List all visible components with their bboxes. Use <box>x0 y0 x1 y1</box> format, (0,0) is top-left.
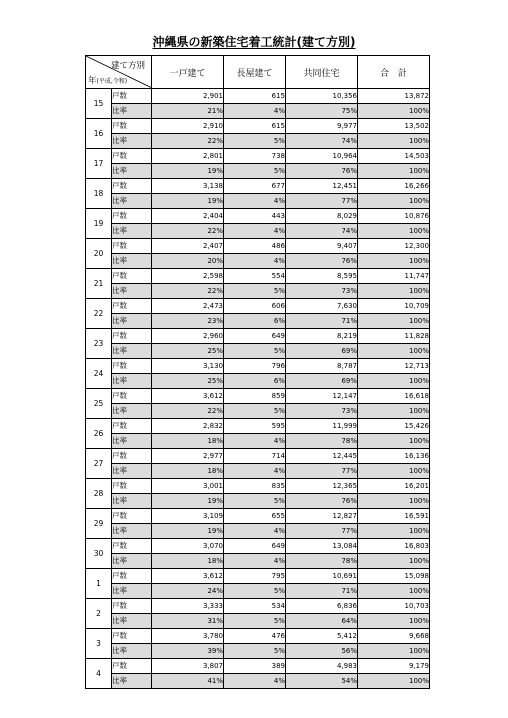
column-header-detached: 一戸建て <box>152 56 224 89</box>
row-kind-count: 戸数 <box>112 389 152 404</box>
table-row-count <box>86 419 430 434</box>
count-cell: 2,404 <box>152 209 224 224</box>
ratio-cell: 69% <box>286 344 358 359</box>
count-cell: 16,136 <box>358 449 430 464</box>
ratio-cell: 22% <box>152 284 224 299</box>
row-kind-ratio: 比率 <box>112 164 152 179</box>
count-cell: 6,836 <box>286 599 358 614</box>
ratio-cell: 71% <box>286 314 358 329</box>
ratio-cell: 4% <box>224 254 286 269</box>
ratio-cell: 100% <box>358 494 430 509</box>
year-cell: 24 <box>86 359 112 389</box>
ratio-cell: 6% <box>224 374 286 389</box>
count-cell: 655 <box>224 509 286 524</box>
table-row-ratio <box>86 314 430 329</box>
count-cell: 2,977 <box>152 449 224 464</box>
count-cell: 10,964 <box>286 149 358 164</box>
year-cell: 19 <box>86 209 112 239</box>
ratio-cell: 4% <box>224 554 286 569</box>
year-cell: 20 <box>86 239 112 269</box>
count-cell: 649 <box>224 329 286 344</box>
count-cell: 12,147 <box>286 389 358 404</box>
ratio-cell: 6% <box>224 314 286 329</box>
table-row-ratio <box>86 494 430 509</box>
row-kind-count: 戸数 <box>112 629 152 644</box>
ratio-cell: 21% <box>152 104 224 119</box>
table-row-count <box>86 329 430 344</box>
table-row-count <box>86 659 430 674</box>
count-cell: 795 <box>224 569 286 584</box>
ratio-cell: 75% <box>286 104 358 119</box>
row-kind-ratio: 比率 <box>112 344 152 359</box>
ratio-cell: 56% <box>286 644 358 659</box>
ratio-cell: 100% <box>358 374 430 389</box>
ratio-cell: 100% <box>358 464 430 479</box>
count-cell: 16,591 <box>358 509 430 524</box>
count-cell: 8,787 <box>286 359 358 374</box>
table-row-count <box>86 269 430 284</box>
ratio-cell: 5% <box>224 494 286 509</box>
ratio-cell: 78% <box>286 554 358 569</box>
housing-starts-table <box>85 55 430 689</box>
table-row-ratio <box>86 344 430 359</box>
year-cell: 18 <box>86 179 112 209</box>
count-cell: 14,503 <box>358 149 430 164</box>
count-cell: 12,451 <box>286 179 358 194</box>
count-cell: 389 <box>224 659 286 674</box>
count-cell: 12,445 <box>286 449 358 464</box>
count-cell: 615 <box>224 89 286 104</box>
count-cell: 13,084 <box>286 539 358 554</box>
count-cell: 12,300 <box>358 239 430 254</box>
table-row-count <box>86 479 430 494</box>
ratio-cell: 76% <box>286 164 358 179</box>
ratio-cell: 19% <box>152 164 224 179</box>
count-cell: 3,130 <box>152 359 224 374</box>
year-cell: 4 <box>86 659 112 689</box>
row-kind-ratio: 比率 <box>112 314 152 329</box>
count-cell: 796 <box>224 359 286 374</box>
ratio-cell: 100% <box>358 284 430 299</box>
count-cell: 8,029 <box>286 209 358 224</box>
ratio-cell: 100% <box>358 584 430 599</box>
ratio-cell: 18% <box>152 464 224 479</box>
table-body <box>86 89 430 689</box>
year-cell: 21 <box>86 269 112 299</box>
row-kind-count: 戸数 <box>112 89 152 104</box>
ratio-cell: 69% <box>286 374 358 389</box>
corner-label-year: 年(平成,令和) <box>88 76 128 86</box>
ratio-cell: 71% <box>286 584 358 599</box>
table-row-count <box>86 539 430 554</box>
count-cell: 15,098 <box>358 569 430 584</box>
ratio-cell: 31% <box>152 614 224 629</box>
ratio-cell: 19% <box>152 194 224 209</box>
count-cell: 2,910 <box>152 119 224 134</box>
column-header-total: 合 計 <box>358 56 430 89</box>
ratio-cell: 41% <box>152 674 224 689</box>
row-kind-count: 戸数 <box>112 119 152 134</box>
count-cell: 2,598 <box>152 269 224 284</box>
ratio-cell: 5% <box>224 134 286 149</box>
count-cell: 12,827 <box>286 509 358 524</box>
row-kind-ratio: 比率 <box>112 554 152 569</box>
ratio-cell: 4% <box>224 434 286 449</box>
count-cell: 9,407 <box>286 239 358 254</box>
ratio-cell: 74% <box>286 224 358 239</box>
count-cell: 3,138 <box>152 179 224 194</box>
table-row-count <box>86 149 430 164</box>
count-cell: 10,691 <box>286 569 358 584</box>
table-row-ratio <box>86 374 430 389</box>
row-kind-count: 戸数 <box>112 479 152 494</box>
count-cell: 615 <box>224 119 286 134</box>
row-kind-ratio: 比率 <box>112 614 152 629</box>
count-cell: 8,219 <box>286 329 358 344</box>
count-cell: 2,832 <box>152 419 224 434</box>
ratio-cell: 39% <box>152 644 224 659</box>
row-kind-ratio: 比率 <box>112 524 152 539</box>
row-kind-count: 戸数 <box>112 239 152 254</box>
table-row-count <box>86 239 430 254</box>
row-kind-count: 戸数 <box>112 449 152 464</box>
ratio-cell: 100% <box>358 314 430 329</box>
page-title: 沖縄県の新築住宅着工統計(建て方別) <box>152 35 356 49</box>
count-cell: 3,807 <box>152 659 224 674</box>
ratio-cell: 74% <box>286 134 358 149</box>
ratio-cell: 4% <box>224 104 286 119</box>
count-cell: 10,709 <box>358 299 430 314</box>
table-row-ratio <box>86 584 430 599</box>
ratio-cell: 100% <box>358 194 430 209</box>
table-row-count <box>86 389 430 404</box>
count-cell: 9,977 <box>286 119 358 134</box>
row-kind-ratio: 比率 <box>112 374 152 389</box>
count-cell: 2,960 <box>152 329 224 344</box>
ratio-cell: 22% <box>152 404 224 419</box>
count-cell: 3,070 <box>152 539 224 554</box>
table-header-row <box>86 56 430 89</box>
table-row-count <box>86 569 430 584</box>
table-row-ratio <box>86 464 430 479</box>
corner-header-cell <box>86 56 152 89</box>
ratio-cell: 22% <box>152 224 224 239</box>
year-cell: 22 <box>86 299 112 329</box>
corner-label-build-type: 建て方別 <box>110 61 145 71</box>
ratio-cell: 18% <box>152 554 224 569</box>
row-kind-ratio: 比率 <box>112 224 152 239</box>
ratio-cell: 100% <box>358 614 430 629</box>
count-cell: 9,179 <box>358 659 430 674</box>
count-cell: 2,407 <box>152 239 224 254</box>
row-kind-ratio: 比率 <box>112 644 152 659</box>
row-kind-ratio: 比率 <box>112 404 152 419</box>
year-cell: 26 <box>86 419 112 449</box>
count-cell: 835 <box>224 479 286 494</box>
year-cell: 17 <box>86 149 112 179</box>
table-row-count <box>86 209 430 224</box>
row-kind-count: 戸数 <box>112 329 152 344</box>
row-kind-ratio: 比率 <box>112 134 152 149</box>
ratio-cell: 78% <box>286 434 358 449</box>
year-cell: 25 <box>86 389 112 419</box>
row-kind-count: 戸数 <box>112 419 152 434</box>
ratio-cell: 5% <box>224 404 286 419</box>
ratio-cell: 76% <box>286 494 358 509</box>
ratio-cell: 5% <box>224 614 286 629</box>
year-cell: 2 <box>86 599 112 629</box>
row-kind-count: 戸数 <box>112 299 152 314</box>
table-row-ratio <box>86 434 430 449</box>
ratio-cell: 20% <box>152 254 224 269</box>
table-row-ratio <box>86 224 430 239</box>
year-cell: 3 <box>86 629 112 659</box>
row-kind-ratio: 比率 <box>112 494 152 509</box>
row-kind-count: 戸数 <box>112 539 152 554</box>
count-cell: 486 <box>224 239 286 254</box>
count-cell: 714 <box>224 449 286 464</box>
ratio-cell: 100% <box>358 104 430 119</box>
count-cell: 12,713 <box>358 359 430 374</box>
ratio-cell: 100% <box>358 344 430 359</box>
count-cell: 8,595 <box>286 269 358 284</box>
row-kind-ratio: 比率 <box>112 464 152 479</box>
row-kind-count: 戸数 <box>112 179 152 194</box>
year-cell: 30 <box>86 539 112 569</box>
count-cell: 606 <box>224 299 286 314</box>
table-row-ratio <box>86 164 430 179</box>
row-kind-count: 戸数 <box>112 269 152 284</box>
ratio-cell: 5% <box>224 164 286 179</box>
count-cell: 11,747 <box>358 269 430 284</box>
table-row-ratio <box>86 554 430 569</box>
table-row-count <box>86 509 430 524</box>
row-kind-count: 戸数 <box>112 149 152 164</box>
year-cell: 28 <box>86 479 112 509</box>
count-cell: 3,780 <box>152 629 224 644</box>
ratio-cell: 77% <box>286 464 358 479</box>
table-row-count <box>86 359 430 374</box>
count-cell: 10,356 <box>286 89 358 104</box>
ratio-cell: 76% <box>286 254 358 269</box>
ratio-cell: 100% <box>358 224 430 239</box>
count-cell: 649 <box>224 539 286 554</box>
count-cell: 859 <box>224 389 286 404</box>
ratio-cell: 22% <box>152 134 224 149</box>
table-row-ratio <box>86 254 430 269</box>
table-row-ratio <box>86 284 430 299</box>
table-row-ratio <box>86 644 430 659</box>
count-cell: 16,618 <box>358 389 430 404</box>
row-kind-ratio: 比率 <box>112 284 152 299</box>
ratio-cell: 77% <box>286 194 358 209</box>
column-header-row-house: 長屋建て <box>224 56 286 89</box>
row-kind-count: 戸数 <box>112 599 152 614</box>
ratio-cell: 25% <box>152 344 224 359</box>
year-cell: 1 <box>86 569 112 599</box>
count-cell: 10,876 <box>358 209 430 224</box>
count-cell: 3,612 <box>152 389 224 404</box>
ratio-cell: 73% <box>286 284 358 299</box>
count-cell: 738 <box>224 149 286 164</box>
ratio-cell: 73% <box>286 404 358 419</box>
count-cell: 2,901 <box>152 89 224 104</box>
count-cell: 3,333 <box>152 599 224 614</box>
count-cell: 12,365 <box>286 479 358 494</box>
row-kind-count: 戸数 <box>112 659 152 674</box>
count-cell: 4,983 <box>286 659 358 674</box>
count-cell: 3,612 <box>152 569 224 584</box>
year-cell: 15 <box>86 89 112 119</box>
ratio-cell: 64% <box>286 614 358 629</box>
ratio-cell: 100% <box>358 524 430 539</box>
ratio-cell: 4% <box>224 674 286 689</box>
count-cell: 2,473 <box>152 299 224 314</box>
ratio-cell: 18% <box>152 434 224 449</box>
ratio-cell: 54% <box>286 674 358 689</box>
ratio-cell: 5% <box>224 344 286 359</box>
row-kind-ratio: 比率 <box>112 104 152 119</box>
count-cell: 2,801 <box>152 149 224 164</box>
table-row-ratio <box>86 104 430 119</box>
table-row-count <box>86 179 430 194</box>
table-row-ratio <box>86 614 430 629</box>
count-cell: 534 <box>224 599 286 614</box>
year-cell: 27 <box>86 449 112 479</box>
row-kind-ratio: 比率 <box>112 254 152 269</box>
ratio-cell: 5% <box>224 584 286 599</box>
ratio-cell: 25% <box>152 374 224 389</box>
column-header-apartment: 共同住宅 <box>286 56 358 89</box>
count-cell: 15,426 <box>358 419 430 434</box>
ratio-cell: 23% <box>152 314 224 329</box>
table-row-ratio <box>86 674 430 689</box>
row-kind-count: 戸数 <box>112 509 152 524</box>
count-cell: 16,266 <box>358 179 430 194</box>
ratio-cell: 4% <box>224 194 286 209</box>
table-row-count <box>86 299 430 314</box>
table-row-ratio <box>86 134 430 149</box>
table-row-count <box>86 89 430 104</box>
table-row-ratio <box>86 524 430 539</box>
ratio-cell: 4% <box>224 464 286 479</box>
count-cell: 5,412 <box>286 629 358 644</box>
ratio-cell: 100% <box>358 134 430 149</box>
ratio-cell: 4% <box>224 224 286 239</box>
table-row-count <box>86 599 430 614</box>
row-kind-count: 戸数 <box>112 569 152 584</box>
ratio-cell: 77% <box>286 524 358 539</box>
table-row-ratio <box>86 404 430 419</box>
count-cell: 13,502 <box>358 119 430 134</box>
row-kind-ratio: 比率 <box>112 584 152 599</box>
row-kind-count: 戸数 <box>112 359 152 374</box>
count-cell: 11,828 <box>358 329 430 344</box>
count-cell: 443 <box>224 209 286 224</box>
ratio-cell: 19% <box>152 494 224 509</box>
count-cell: 476 <box>224 629 286 644</box>
count-cell: 13,872 <box>358 89 430 104</box>
ratio-cell: 100% <box>358 404 430 419</box>
row-kind-count: 戸数 <box>112 209 152 224</box>
year-cell: 29 <box>86 509 112 539</box>
count-cell: 595 <box>224 419 286 434</box>
ratio-cell: 100% <box>358 254 430 269</box>
row-kind-ratio: 比率 <box>112 674 152 689</box>
ratio-cell: 100% <box>358 554 430 569</box>
count-cell: 10,703 <box>358 599 430 614</box>
table-row-count <box>86 629 430 644</box>
count-cell: 3,001 <box>152 479 224 494</box>
count-cell: 7,630 <box>286 299 358 314</box>
ratio-cell: 5% <box>224 284 286 299</box>
ratio-cell: 5% <box>224 644 286 659</box>
ratio-cell: 100% <box>358 644 430 659</box>
table-row-ratio <box>86 194 430 209</box>
count-cell: 16,201 <box>358 479 430 494</box>
year-cell: 23 <box>86 329 112 359</box>
corner-label-era-note: (平成,令和) <box>96 78 128 85</box>
count-cell: 677 <box>224 179 286 194</box>
ratio-cell: 100% <box>358 164 430 179</box>
count-cell: 3,109 <box>152 509 224 524</box>
ratio-cell: 24% <box>152 584 224 599</box>
count-cell: 16,803 <box>358 539 430 554</box>
row-kind-ratio: 比率 <box>112 194 152 209</box>
count-cell: 9,668 <box>358 629 430 644</box>
table-row-count <box>86 449 430 464</box>
ratio-cell: 19% <box>152 524 224 539</box>
ratio-cell: 4% <box>224 524 286 539</box>
ratio-cell: 100% <box>358 674 430 689</box>
table-row-count <box>86 119 430 134</box>
ratio-cell: 100% <box>358 434 430 449</box>
year-cell: 16 <box>86 119 112 149</box>
count-cell: 11,999 <box>286 419 358 434</box>
count-cell: 554 <box>224 269 286 284</box>
row-kind-ratio: 比率 <box>112 434 152 449</box>
